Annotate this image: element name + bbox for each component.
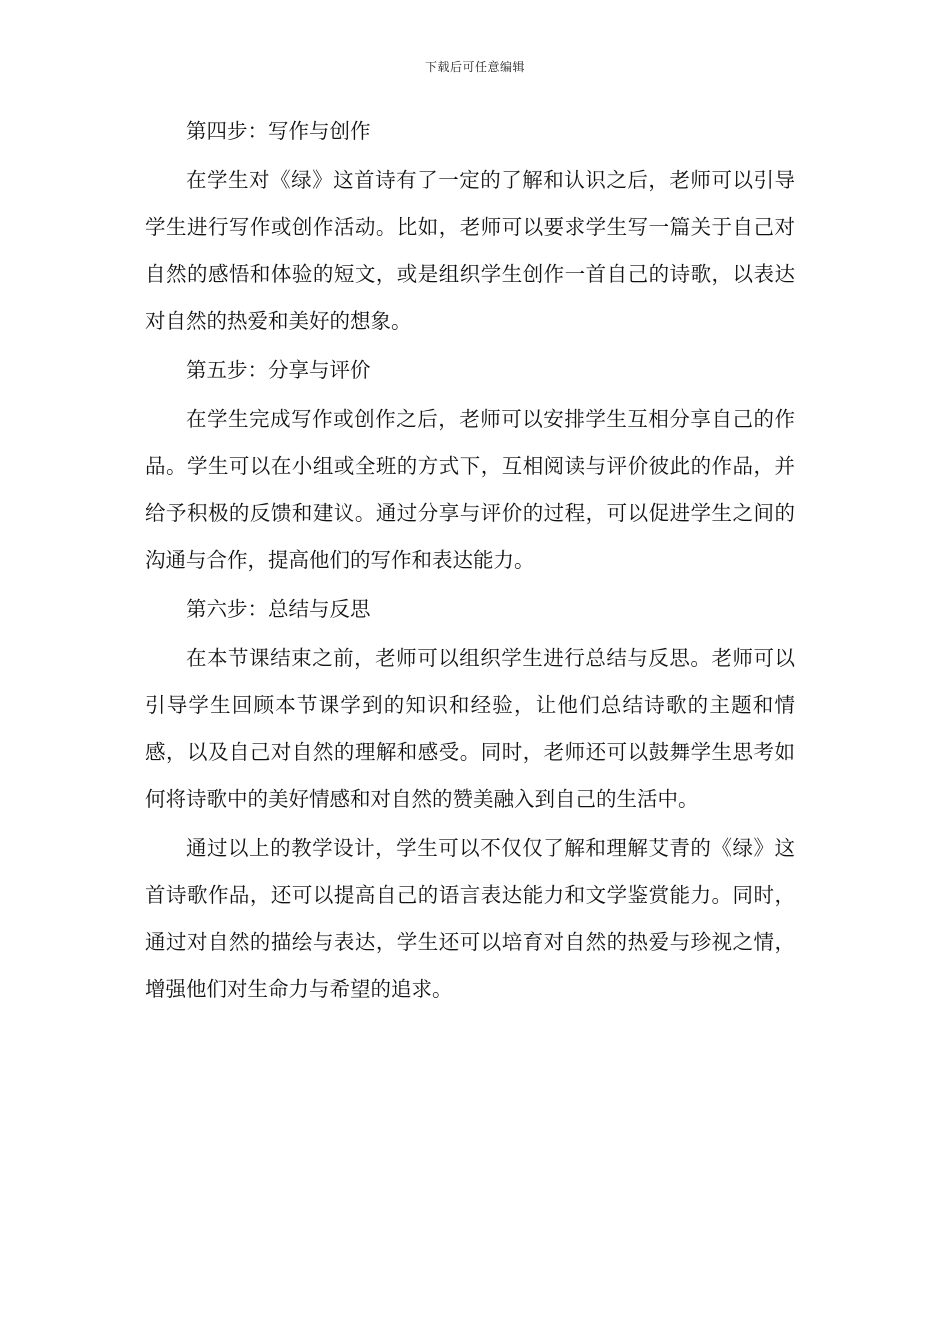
step4-paragraph: 在学生对《绿》这首诗有了一定的了解和认识之后，老师可以引导学生进行写作或创作活动。比如，老师可以要求学生写一篇关于自己对自然的感悟和体验的短文，或是组织学生创作一首自己的诗歌，以表达对自然的热爱和美好的想象。 (145, 168, 795, 333)
header-note: 下载后可任意编辑 (424, 60, 525, 74)
document-body (145, 108, 795, 1013)
step5-heading: 第五步：分享与评价 (186, 358, 371, 382)
step4-heading: 第四步：写作与创作 (186, 119, 371, 143)
step5-paragraph: 在学生完成写作或创作之后，老师可以安排学生互相分享自己的作品。学生可以在小组或全班的方式下，互相阅读与评价彼此的作品，并给予积极的反馈和建议。通过分享与评价的过程，可以促进学生之间的沟通与合作，提高他们的写作和表达能力。 (145, 407, 795, 572)
conclusion-paragraph: 通过以上的教学设计，学生可以不仅仅了解和理解艾青的《绿》这首诗歌作品，还可以提高自己的语言表达能力和文学鉴赏能力。同时，通过对自然的描绘与表达，学生还可以培育对自然的热爱与珍视之情，增强他们对生命力与希望的追求。 (145, 836, 795, 1001)
step6-heading: 第六步：总结与反思 (186, 597, 371, 621)
step6-paragraph: 在本节课结束之前，老师可以组织学生进行总结与反思。老师可以引导学生回顾本节课学到的知识和经验，让他们总结诗歌的主题和情感，以及自己对自然的理解和感受。同时，老师还可以鼓舞学生思考如何将诗歌中的美好情感和对自然的赞美融入到自己的生活中。 (145, 646, 795, 811)
